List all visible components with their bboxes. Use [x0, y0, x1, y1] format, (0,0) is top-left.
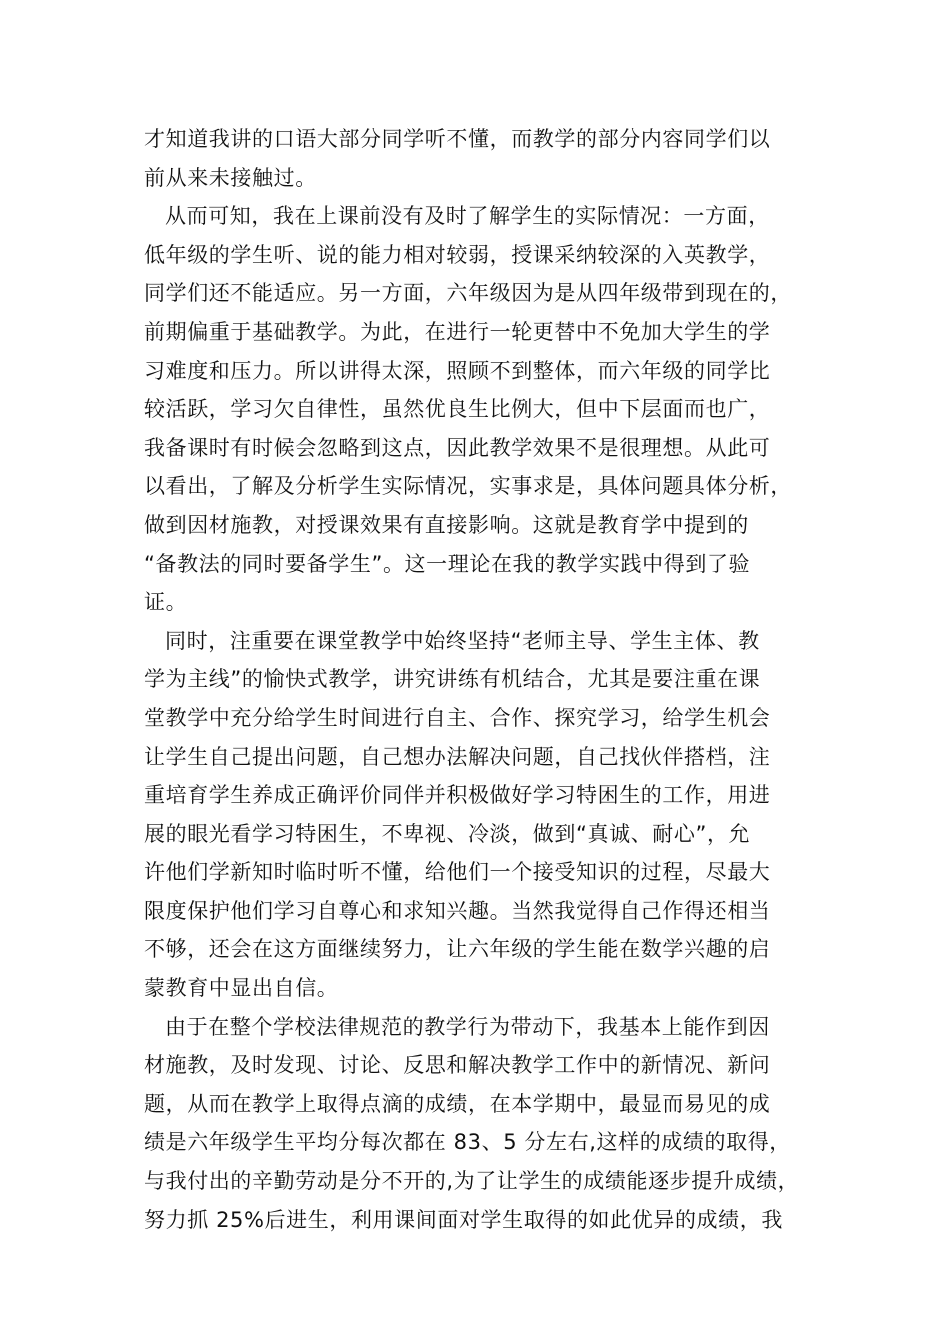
- text-line: 材施教，及时发现、讨论、反思和解决教学工作中的新情况、新问: [144, 1053, 771, 1078]
- paragraph-4: [144, 1008, 824, 1240]
- paragraph-1: [144, 120, 824, 197]
- text-line: 许他们学新知时临时听不懂，给他们一个接受知识的过程，尽最大: [144, 860, 771, 885]
- text-line: 堂教学中充分给学生时间进行自主、合作、探究学习，给学生机会: [144, 705, 771, 730]
- text-line: 以看出，了解及分析学生实际情况，实事求是，具体问题具体分析，: [144, 474, 792, 499]
- text-line: 学为主线”的愉快式教学，讲究讲练有机结合，尤其是要注重在课: [144, 667, 761, 692]
- text-line: 从而可知，我在上课前没有及时了解学生的实际情况：一方面，: [165, 204, 770, 229]
- document-page: [144, 120, 824, 1239]
- text-line: “备教法的同时要备学生”。这一理论在我的教学实践中得到了验: [144, 551, 751, 576]
- text-line: 证。: [144, 590, 188, 615]
- paragraph-3: [144, 622, 824, 1008]
- text-line: 前期偏重于基础教学。为此，在进行一轮更替中不免加大学生的学: [144, 319, 771, 344]
- text-line: 较活跃，学习欠自律性，虽然优良生比例大，但中下层面而也广，: [144, 397, 771, 422]
- text-line: 努力抓 25%后进生，利用课间面对学生取得的如此优异的成绩，我: [144, 1207, 783, 1232]
- text-line: 我备课时有时候会忽略到这点，因此教学效果不是很理想。从此可: [144, 435, 771, 460]
- text-line: 前从来未接触过。: [144, 165, 317, 190]
- paragraph-2: [144, 197, 824, 622]
- text-line: 不够，还会在这方面继续努力，让六年级的学生能在数学兴趣的启: [144, 937, 771, 962]
- text-line: 与我付出的辛勤劳动是分不开的,为了让学生的成绩能逐步提升成绩，: [144, 1169, 800, 1194]
- text-line: 由于在整个学校法律规范的教学行为带动下，我基本上能作到因: [165, 1014, 770, 1039]
- text-line: 题，从而在教学上取得点滴的成绩，在本学期中，最显而易见的成: [144, 1091, 771, 1116]
- text-line: 让学生自己提出问题，自己想办法解决问题，自己找伙伴搭档，注: [144, 744, 771, 769]
- text-line: 才知道我讲的口语大部分同学听不懂，而教学的部分内容同学们以: [144, 127, 771, 151]
- text-line: 同学们还不能适应。另一方面，六年级因为是从四年级带到现在的，: [144, 281, 792, 306]
- text-line: 展的眼光看学习特困生，不卑视、冷淡，做到“真诚、耐心”，允: [144, 821, 751, 846]
- text-line: 做到因材施教，对授课效果有直接影响。这就是教育学中提到的: [144, 512, 749, 537]
- text-line: 同时，注重要在课堂教学中始终坚持“老师主导、学生主体、教: [165, 628, 760, 653]
- text-line: 重培育学生养成正确评价同伴并积极做好学习特困生的工作，用进: [144, 783, 771, 808]
- text-line: 限度保护他们学习自尊心和求知兴趣。当然我觉得自己作得还相当: [144, 898, 771, 923]
- text-line: 蒙教育中显出自信。: [144, 976, 339, 1001]
- text-line: 习难度和压力。所以讲得太深，照顾不到整体，而六年级的同学比: [144, 358, 771, 383]
- text-line: 低年级的学生听、说的能力相对较弱，授课采纳较深的入英教学，: [144, 242, 771, 267]
- text-line: 绩是六年级学生平均分每次都在 83、5 分左右,这样的成绩的取得，: [144, 1130, 791, 1155]
